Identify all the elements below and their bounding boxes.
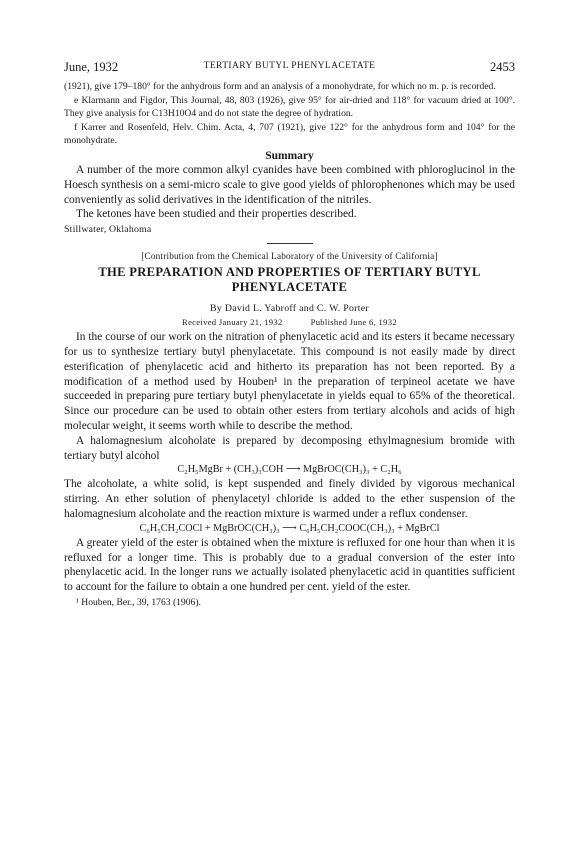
summary-paragraph: A number of the more common alkyl cyanides have been combined with phloroglucinol in the Hoesch synthesis on a semi-micro scale to give good yields of phlorophenones which may be used conveniently as solid derivatives in the identification of the nitriles. bbox=[64, 163, 515, 206]
body-paragraph: The alcoholate, a white solid, is kept suspended and finely divided by vigorous mechanical stirring. An ether solution of phenylacetyl chloride is added to the ether suspension of the halomagnesium alcoholate and the reaction mixture is warmed under a reflux condenser. bbox=[64, 478, 515, 520]
article-footnote: ¹ Houben, Ber., 39, 1763 (1906). bbox=[76, 596, 201, 608]
header-date: June, 1932 bbox=[64, 60, 119, 74]
body-paragraph: A greater yield of the ester is obtained when the mixture is refluxed for one hour than when it is refluxed for a longer time. This is probably due to a gradual conversion of the ester into phenylacetic acid. In the longer runs we actually isolated phenylacetic acid in quantities sufficient to account for the failure to obtain a one hundred per cent. yield of the ester. bbox=[64, 536, 515, 594]
journal-page bbox=[64, 60, 515, 609]
author-affiliation: Stillwater, Oklahoma bbox=[64, 224, 152, 236]
page-number: 2453 bbox=[490, 60, 515, 74]
chemical-equation: C₂H₅MgBr + (CH₃)₃COH ⟶ MgBrOC(CH₃)₃ + C₂H₆ bbox=[177, 464, 402, 476]
summary-heading: Summary bbox=[265, 149, 314, 162]
article-authors: By David L. Yabroff and C. W. Porter bbox=[210, 303, 369, 315]
summary-paragraph: The ketones have been studied and their properties described. bbox=[76, 208, 357, 221]
contribution-line: [Contribution from the Chemical Laboratory of the University of California] bbox=[141, 251, 438, 262]
chemical-equation: C₆H₅CH₂COCl + MgBrOC(CH₃)₃ ⟶ C₆H₅CH₂COOC(CH₃)₃ + MgBrCl bbox=[139, 522, 440, 534]
footnote-e: e Klarmann and Figdor, This Journal, 48, 803 (1926), give 95° for air-dried and 118° for vacuum dried at 100°. They give analysis for C13H10O4 and do not state the degree of hydration. bbox=[64, 94, 515, 120]
body-paragraph: In the course of our work on the nitration of phenylacetic acid and its esters it became necessary for us to synthesize tertiary butyl phenylacetate. This compound is not easily made by direct esterification of phenylacetic acid and hitherto its preparation has not been reported. By a modification of a method used by Houben¹ in the preparation of terpineol acetate we have succeeded in preparing pure tertiary butyl phenylacetate in yields equal to 65% of the theoretical. Since our procedure can be used to obtain other esters from tertiary alcohols and acids of high molecular weight, it seems worth while to describe the method. bbox=[64, 331, 515, 432]
published-date: Published June 6, 1932 bbox=[310, 317, 397, 328]
section-divider bbox=[267, 243, 313, 244]
running-header bbox=[64, 60, 515, 80]
footnote-continued: (1921), give 179–180° for the anhydrous form and an analysis of a monohydrate, for which no m. p. is recorded. bbox=[64, 81, 496, 92]
footnote-f: f Karrer and Rosenfeld, Helv. Chim. Acta, 4, 707 (1921), give 122° for the anhydrous form and 104° for the monohydrate. bbox=[64, 121, 515, 147]
received-date: Received January 21, 1932 bbox=[182, 317, 283, 328]
article-title: THE PREPARATION AND PROPERTIES OF TERTIARY BUTYL PHENYLACETATE bbox=[98, 265, 481, 295]
article-dates bbox=[64, 317, 515, 327]
header-title: TERTIARY BUTYL PHENYLACETATE bbox=[203, 61, 376, 71]
body-paragraph: A halomagnesium alcoholate is prepared by decomposing ethylmagnesium bromide with tertiary butyl alcohol bbox=[64, 434, 515, 462]
